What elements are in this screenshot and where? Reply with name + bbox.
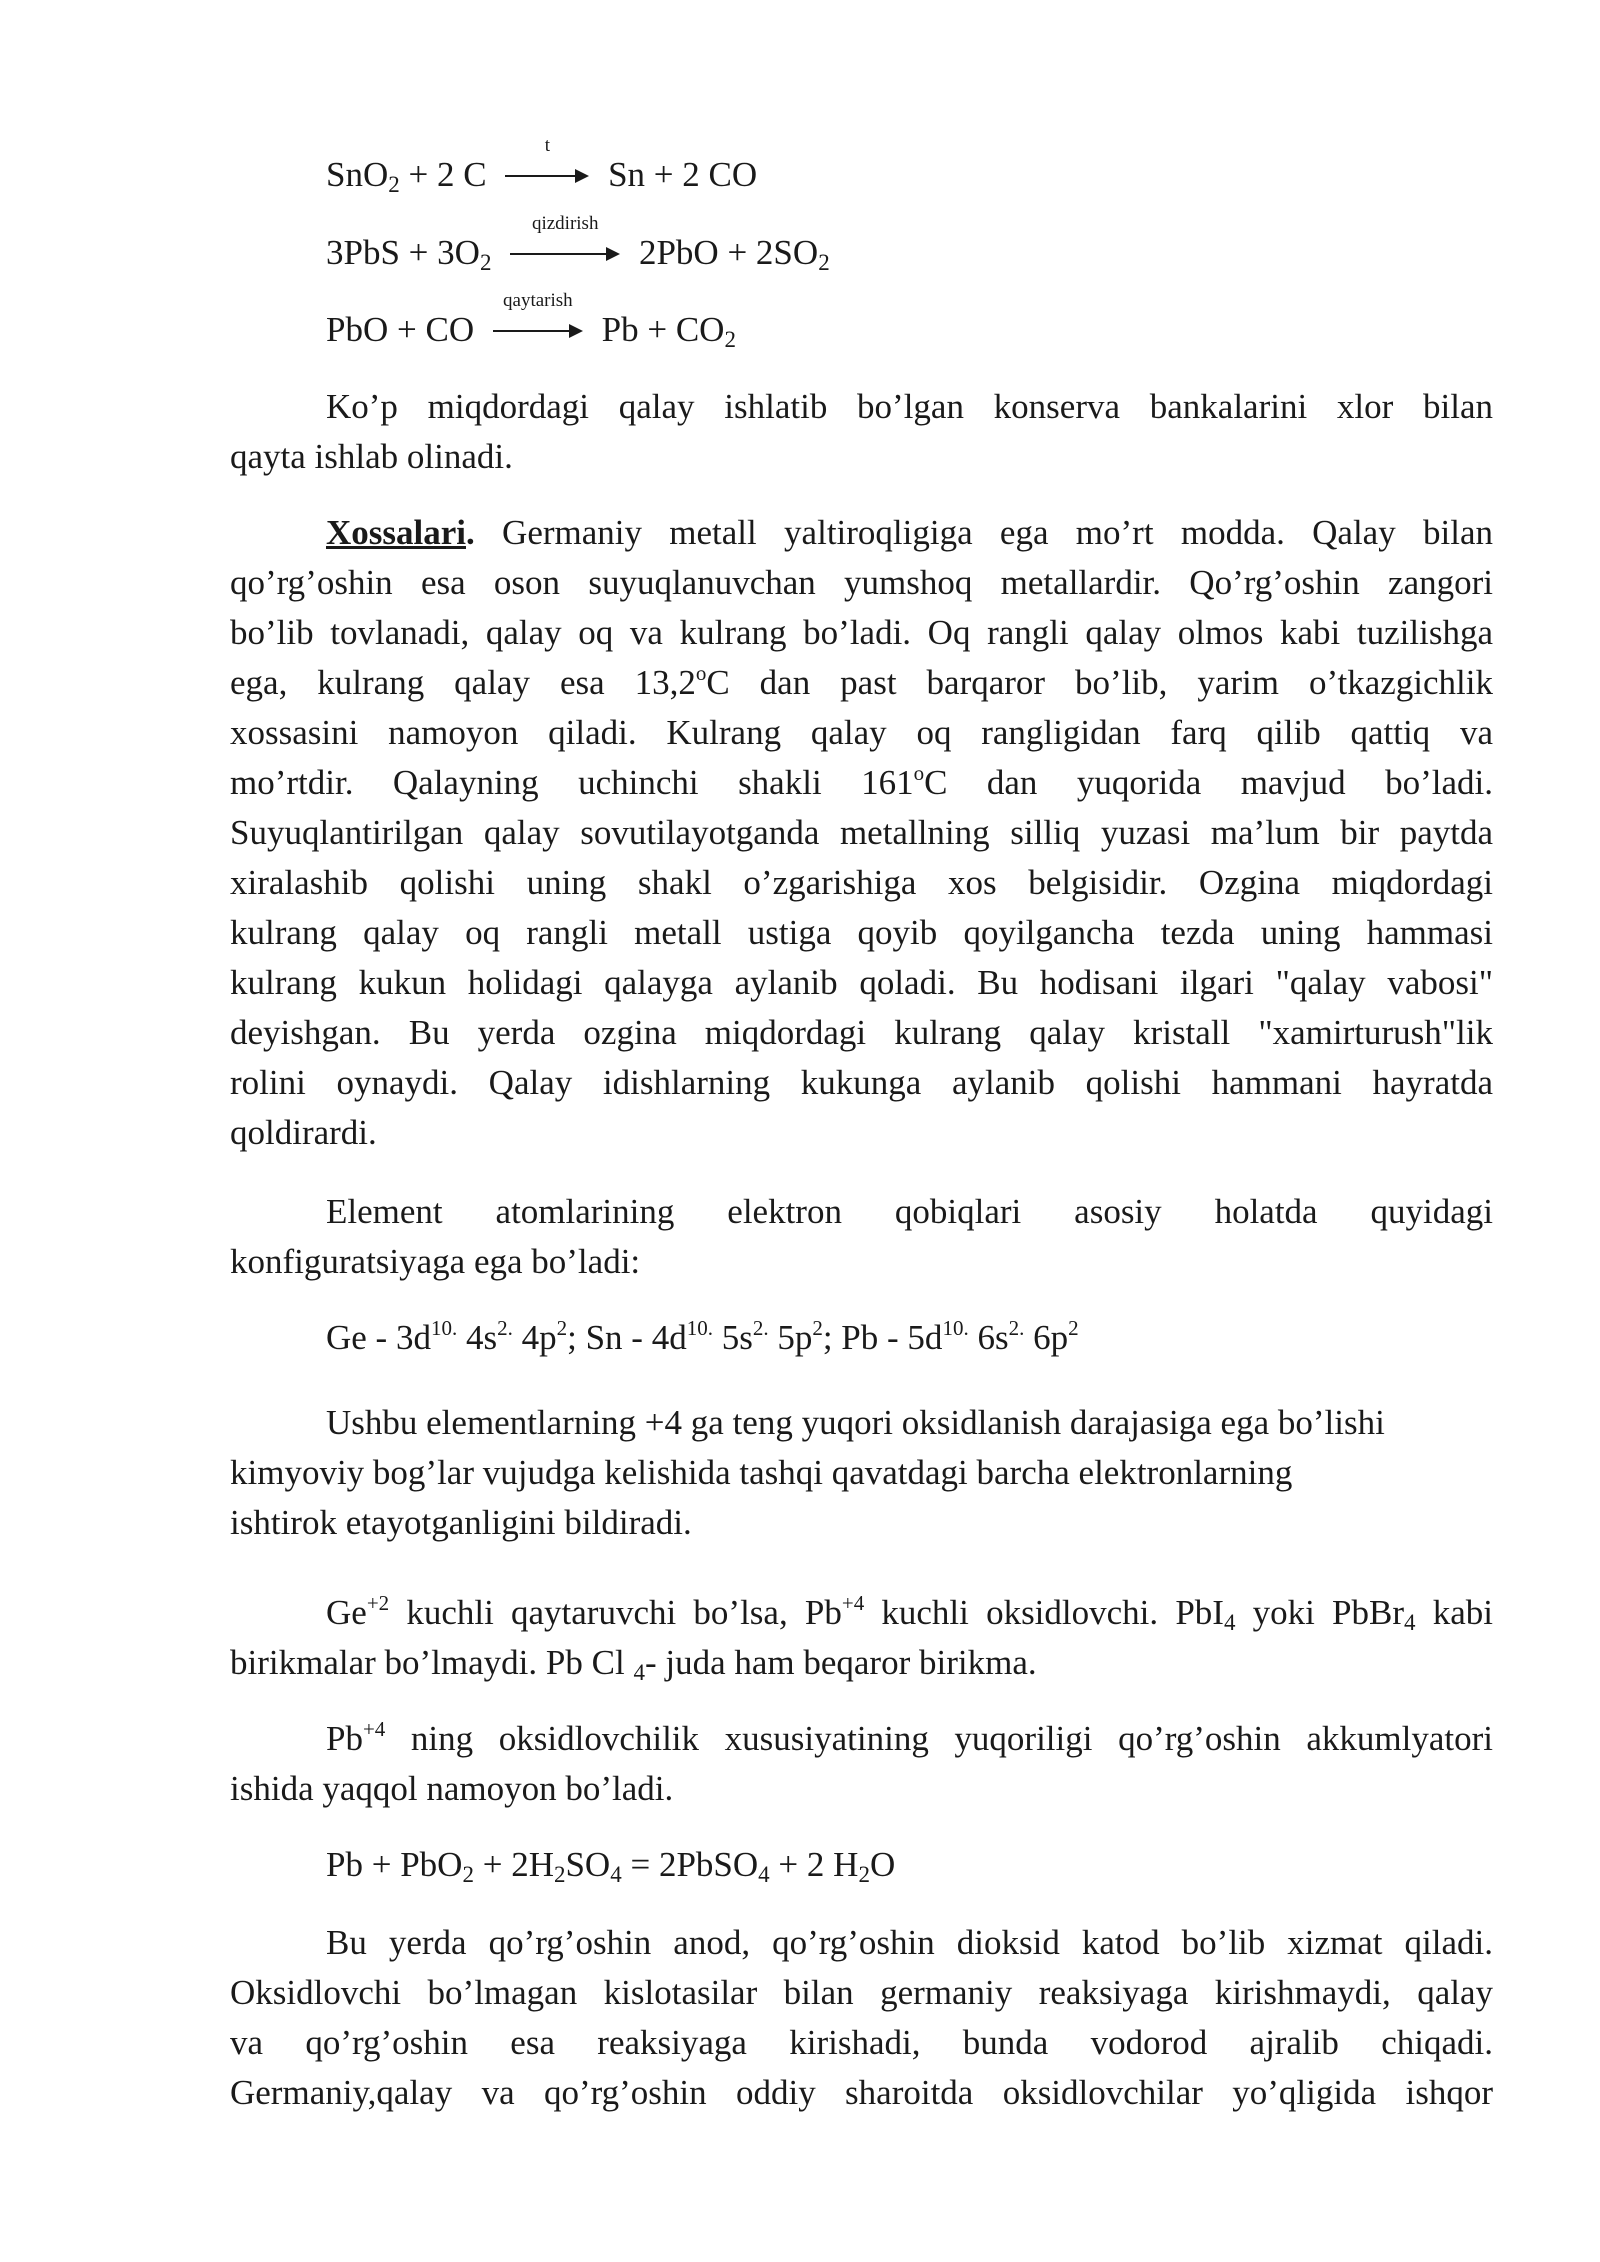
text-fragment: yoki PbBr: [1235, 1593, 1405, 1632]
config-sup: 2.: [497, 1316, 513, 1340]
eq2-product: 2PbO + 2SO: [638, 233, 819, 272]
paragraph-reducer-oxidizer: [230, 1588, 1493, 1688]
paragraph-properties: [230, 508, 1493, 1158]
charge-sup: +4: [362, 1717, 386, 1741]
config-text: 6s: [968, 1318, 1009, 1357]
eq1-arrow-label: t: [544, 135, 550, 156]
eq1-product: Sn + 2 CO: [608, 155, 758, 194]
eq2-reactant: 3PbS + 3O: [326, 233, 480, 272]
text-line: konfiguratsiyaga ega bo’ladi:: [230, 1242, 641, 1281]
eq-text: O: [869, 1845, 896, 1884]
text-line: bo’lib tovlanadi, qalay oq va kulrang bo’ladi. Oq rangli qalay olmos kabi tuzilishga: [230, 613, 1493, 652]
text-line: rolini oynaydi. Qalay idishlarning kukunga aylanib qolishi hammani hayratda: [230, 1063, 1493, 1102]
formula-sub: 4: [1223, 1610, 1236, 1635]
text-fragment: Germaniy metall yaltiroqligiga ega mo’rt modda. Qalay bilan: [474, 513, 1493, 552]
config-text: 4s: [457, 1318, 498, 1357]
text-line: deyishgan. Bu yerda ozgina miqdordagi kulrang qalay kristall "xamirturush"lik: [230, 1013, 1493, 1052]
config-sup: 2: [812, 1316, 823, 1340]
config-text: 4p: [512, 1318, 557, 1357]
config-sup: 2: [556, 1316, 568, 1340]
text-line: [230, 1588, 1493, 1638]
text-fragment: Ge: [326, 1593, 367, 1632]
paragraph-oxidation-state: [230, 1398, 1493, 1548]
eq3-reactant: PbO + CO: [326, 310, 475, 349]
eq1-reactant-rest: + 2 C: [399, 155, 487, 194]
text-line: [230, 508, 1493, 558]
config-text: 6p: [1024, 1318, 1069, 1357]
text-line: Germaniy,qalay va qo’rg’oshin oddiy sharoitda oksidlovchilar yo’qligida ishqor: [230, 2073, 1493, 2112]
equation-1: [326, 135, 758, 200]
equation-accumulator: [326, 1840, 895, 1890]
config-text: ; Pb - 5d: [822, 1318, 943, 1357]
text-line: [230, 758, 1493, 808]
text-line: xossasini namoyon qiladi. Kulrang qalay oq rangligidan farq qilib qattiq va: [230, 713, 1493, 752]
eq-text: + 2H: [473, 1845, 554, 1884]
reaction-arrow-icon: [505, 135, 589, 186]
degree-sup: o: [913, 761, 925, 785]
text-fragment: C dan past barqaror bo’lib, yarim o’tkazgichlik: [706, 663, 1493, 702]
config-sup: 2: [1068, 1316, 1079, 1340]
config-text: ; Sn - 4d: [567, 1318, 687, 1357]
charge-sup: +4: [841, 1591, 865, 1615]
eq-sub: 4: [610, 1862, 622, 1887]
text-line: Ko’p miqdordagi qalay ishlatib bo’lgan konserva bankalarini xlor bilan: [326, 387, 1493, 426]
reaction-arrow-icon: [510, 213, 620, 264]
config-sup: 2.: [752, 1316, 769, 1340]
text-line: [230, 1714, 1493, 1764]
electron-configuration: [326, 1313, 1079, 1363]
text-line: Oksidlovchi bo’lmagan kislotasilar bilan germaniy reaksiyaga kirishmaydi, qalay: [230, 1973, 1493, 2012]
paragraph-configuration: [230, 1187, 1493, 1287]
eq-sub: 2: [858, 1862, 870, 1887]
text-line: [230, 1638, 1493, 1688]
text-line: qoldirardi.: [230, 1113, 377, 1152]
reaction-arrow-icon: [493, 290, 583, 341]
config-sup: 2.: [1008, 1316, 1025, 1340]
equation-3: [326, 290, 736, 355]
eq-text: + 2 H: [769, 1845, 859, 1884]
title-dot: .: [466, 513, 475, 552]
paragraph-reactions: [230, 1918, 1493, 2118]
eq-text: Pb + PbO: [326, 1845, 463, 1884]
text-fragment: ning oksidlovchilik xususiyatining yuqoriligi qo’rg’oshin akkumlyatori: [385, 1719, 1493, 1758]
text-fragment: mo’rtdir. Qalayning uchinchi shakli 161: [230, 763, 914, 802]
eq1-reactant: SnO: [326, 155, 389, 194]
paragraph-recycling: [230, 382, 1493, 482]
text-line: ishtirok etayotganligini bildiradi.: [230, 1503, 692, 1542]
eq2-arrow-label: qizdirish: [531, 213, 599, 234]
text-fragment: C dan yuqorida mavjud bo’ladi.: [924, 763, 1494, 802]
text-line: Ushbu elementlarning +4 ga teng yuqori oksidlanish darajasiga ega bo’lishi: [326, 1403, 1385, 1442]
text-fragment: Pb: [326, 1719, 363, 1758]
eq-sub: 4: [758, 1862, 770, 1887]
eq2-subscript: 2: [479, 250, 492, 275]
text-line: kulrang qalay oq rangli metall ustiga qoyib qoyilgancha tezda uning hammasi: [230, 913, 1493, 952]
formula-sub: 4: [1404, 1610, 1416, 1635]
degree-sup: o: [695, 661, 707, 685]
config-text: 5s: [712, 1318, 753, 1357]
eq3-product: Pb + CO: [601, 310, 725, 349]
text-line: Element atomlarining elektron qobiqlari asosiy holatda quyidagi: [326, 1192, 1493, 1231]
text-line: [230, 658, 1493, 708]
text-fragment: kuchli oksidlovchi. PbI: [864, 1593, 1224, 1632]
text-fragment: kuchli qaytaruvchi bo’lsa, Pb: [389, 1593, 842, 1632]
text-line: qo’rg’oshin esa oson suyuqlanuvchan yumshoq metallardir. Qo’rg’oshin zangori: [230, 563, 1493, 602]
eq3-arrow-label: qaytarish: [503, 290, 573, 311]
config-sup: 10.: [942, 1316, 969, 1340]
formula-sub: 4: [633, 1660, 645, 1685]
config-text: 5p: [768, 1318, 813, 1357]
config-sup: 10.: [686, 1316, 713, 1340]
text-line: xiralashib qolishi uning shakl o’zgarishiga xos belgisidir. Ozgina miqdordagi: [230, 863, 1493, 902]
text-line: va qo’rg’oshin esa reaksiyaga kirishadi, bunda vodorod ajralib chiqadi.: [230, 2023, 1493, 2062]
text-line: kulrang kukun holidagi qalayga aylanib qoladi. Bu hodisani ilgari "qalay vabosi": [230, 963, 1493, 1002]
text-fragment: kabi: [1415, 1593, 1493, 1632]
eq-text: = 2PbSO: [621, 1845, 759, 1884]
charge-sup: +2: [366, 1591, 390, 1615]
config-text: Ge - 3d: [326, 1318, 431, 1357]
text-line: Suyuqlantirilgan qalay sovutilayotganda metallning silliq yuzasi ma’lum bir paytda: [230, 813, 1493, 852]
text-line: ishida yaqqol namoyon bo’ladi.: [230, 1769, 674, 1808]
text-line: Bu yerda qo’rg’oshin anod, qo’rg’oshin dioksid katod bo’lib xizmat qiladi.: [326, 1923, 1493, 1962]
equation-2: [326, 213, 830, 278]
text-line: kimyoviy bog’lar vujudga kelishida tashqi qavatdagi barcha elektronlarning: [230, 1453, 1293, 1492]
eq1-subscript: 2: [388, 172, 400, 197]
eq3-product-subscript: 2: [724, 327, 736, 352]
paragraph-accumulator: [230, 1714, 1493, 1814]
config-sup: 10.: [430, 1316, 458, 1340]
text-line: qayta ishlab olinadi.: [230, 437, 513, 476]
text-fragment: birikmalar bo’lmaydi. Pb Cl: [230, 1643, 634, 1682]
text-fragment: - juda ham beqaror birikma.: [644, 1643, 1037, 1682]
text-fragment: ega, kulrang qalay esa 13,2: [230, 663, 696, 702]
eq-sub: 2: [553, 1862, 566, 1887]
eq2-product-subscript: 2: [818, 250, 830, 275]
eq-sub: 2: [462, 1862, 474, 1887]
eq-text: SO: [565, 1845, 611, 1884]
section-title: Xossalari: [326, 513, 466, 552]
